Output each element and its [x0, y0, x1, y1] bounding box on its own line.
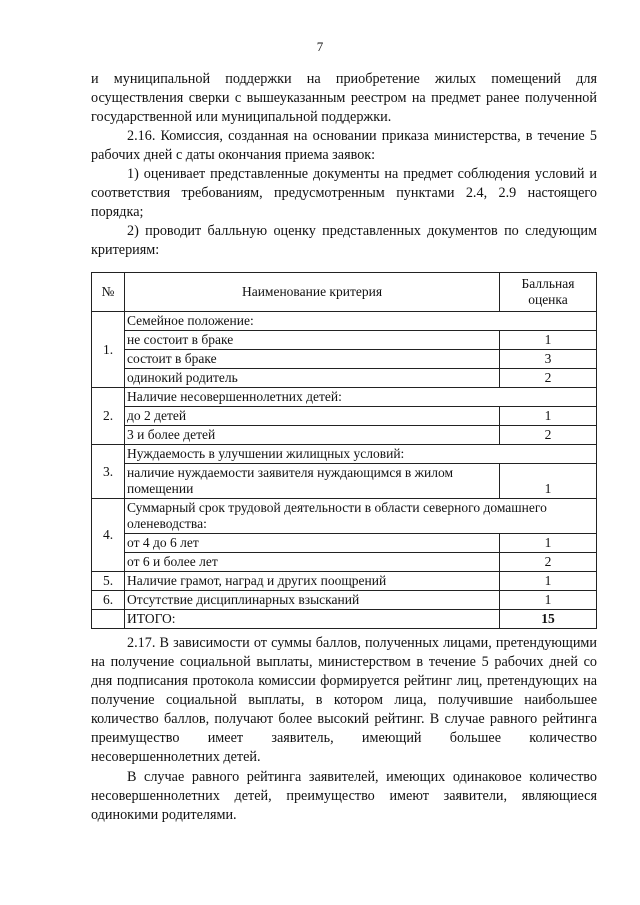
option-score: 2 [500, 553, 597, 572]
option-score: 1 [500, 464, 597, 499]
option-label: до 2 детей [125, 407, 500, 426]
criterion-title: Суммарный срок трудовой деятельности в области северного домашнего оленеводства: [125, 499, 597, 534]
option-score: 2 [500, 369, 597, 388]
criteria-table [91, 272, 597, 629]
option-label: от 6 и более лет [125, 553, 500, 572]
option-label: наличие нуждаемости заявителя нуждающимся в жилом помещении [125, 464, 500, 499]
intro-text [91, 70, 597, 260]
table-row [92, 388, 597, 407]
option-score: 1 [500, 591, 597, 610]
clause-text: В зависимости от суммы баллов, полученных лицами, претендующими на получение социальной выплаты, министерством в течение 5 рабочих дней со дня подписания протокола комиссии формируется рейтинг лиц, претендующих на получение социальной выплаты, в котором лица, получившие наибольшее количество баллов, получают более высокий рейтинг. В случае равного рейтинга преимущество имеет заявитель, имеющий большее количество несовершеннолетних детей. [91, 635, 597, 765]
table-row [92, 331, 597, 350]
criterion-title: Отсутствие дисциплинарных взысканий [125, 591, 500, 610]
table-row [92, 464, 597, 499]
paragraph: В случае равного рейтинга заявителей, имеющих одинаковое количество несовершеннолетних детей, преимущество имеют заявители, являющиеся одинокими родителями. [91, 769, 597, 823]
option-label: одинокий родитель [125, 369, 500, 388]
row-number: 4. [92, 499, 125, 572]
total-score: 15 [500, 610, 597, 629]
row-number: 3. [92, 445, 125, 499]
outro-text [91, 634, 597, 825]
table-row [92, 591, 597, 610]
row-number: 1. [92, 312, 125, 388]
table-row [92, 407, 597, 426]
clause-number: 2.17. [127, 635, 156, 651]
table-row [92, 312, 597, 331]
paragraph-item-1: 1) оценивает представленные документы на предмет соблюдения условий и соответствия требованиям, предусмотренным пунктами 2.4, 2.9 настоящего порядка; [91, 166, 597, 220]
total-label: ИТОГО: [125, 610, 500, 629]
option-score: 3 [500, 350, 597, 369]
header-score: Балльная оценка [500, 273, 597, 312]
paragraph: и муниципальной поддержки на приобретение жилых помещений для осуществления сверки с вышеуказанным реестром на предмет ранее полученной государственной или муниципальной поддержки. [91, 71, 597, 125]
criterion-title: Наличие грамот, наград и других поощрений [125, 572, 500, 591]
option-label: 3 и более детей [125, 426, 500, 445]
criterion-title: Семейное положение: [125, 312, 597, 331]
option-score: 1 [500, 572, 597, 591]
table-row [92, 369, 597, 388]
table-row [92, 426, 597, 445]
criterion-title: Наличие несовершеннолетних детей: [125, 388, 597, 407]
paragraph-2-17 [91, 634, 597, 767]
page-number: 7 [316, 39, 324, 54]
table-row [92, 350, 597, 369]
table-row [92, 572, 597, 591]
table-row [92, 499, 597, 534]
option-score: 2 [500, 426, 597, 445]
row-number: 2. [92, 388, 125, 445]
option-label: не состоит в браке [125, 331, 500, 350]
option-score: 1 [500, 331, 597, 350]
total-row [92, 610, 597, 629]
header-criterion: Наименование критерия [125, 273, 500, 312]
option-label: от 4 до 6 лет [125, 534, 500, 553]
table-row [92, 534, 597, 553]
table-header-row [92, 273, 597, 312]
clause-text: Комиссия, созданная на основании приказа министерства, в течение 5 рабочих дней с даты окончания приема заявок: [91, 128, 597, 163]
row-number: 6. [92, 591, 125, 610]
row-number: 5. [92, 572, 125, 591]
total-num-cell [92, 610, 125, 629]
paragraph-2-16 [91, 127, 597, 165]
clause-number: 2.16. [127, 128, 156, 144]
paragraph-item-2: 2) проводит балльную оценку представленных документов по следующим критериям: [91, 223, 597, 258]
option-score: 1 [500, 407, 597, 426]
table-row [92, 553, 597, 572]
header-num: № [92, 273, 125, 312]
option-score: 1 [500, 534, 597, 553]
table-row [92, 445, 597, 464]
criterion-title: Нуждаемость в улучшении жилищных условий: [125, 445, 597, 464]
option-label: состоит в браке [125, 350, 500, 369]
